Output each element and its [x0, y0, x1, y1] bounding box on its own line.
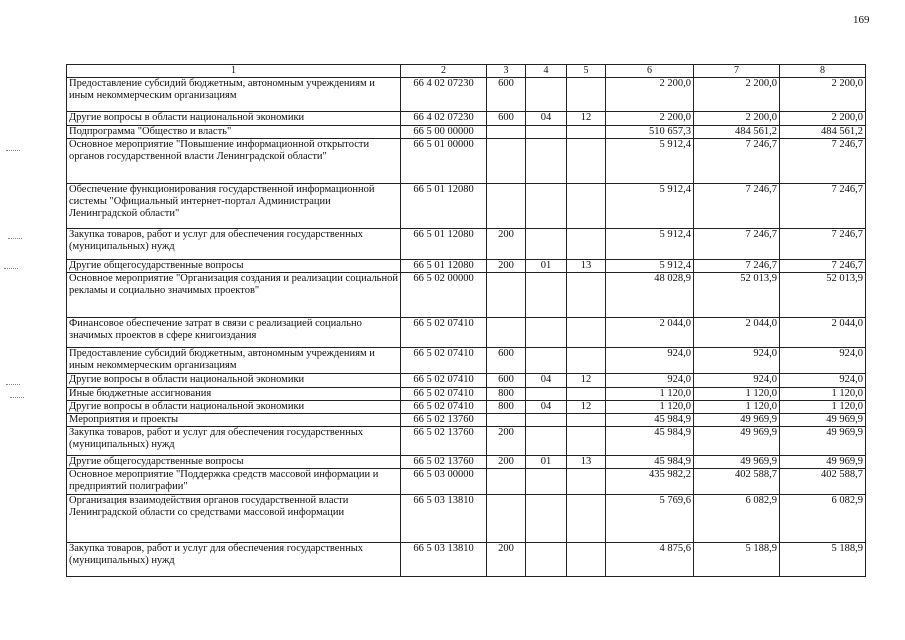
table-cell-amount-1: 924,0 — [606, 374, 694, 388]
table-cell-pr: 12 — [567, 374, 606, 388]
table-cell-amount-1: 924,0 — [606, 348, 694, 374]
table-cell-name: Закупка товаров, работ и услуг для обеспечения государственных (муниципальных) нужд — [67, 229, 401, 260]
table-cell-amount-1: 45 984,9 — [606, 427, 694, 456]
table-cell-code: 66 5 01 00000 — [401, 139, 487, 184]
table-cell-rz — [526, 78, 567, 112]
table-cell-amount-2: 6 082,9 — [694, 495, 780, 543]
table-cell-name: Другие вопросы в области национальной экономики — [67, 112, 401, 126]
table-cell-amount-2: 1 120,0 — [694, 401, 780, 414]
table-cell-amount-1: 1 120,0 — [606, 388, 694, 401]
table-cell-vr — [487, 126, 526, 139]
table-cell-rz — [526, 273, 567, 318]
table-cell-amount-2: 2 200,0 — [694, 78, 780, 112]
table-cell-amount-3: 7 246,7 — [780, 139, 866, 184]
table-cell-code: 66 5 02 07410 — [401, 401, 487, 414]
table-cell-name: Основное мероприятие "Организация создания и реализации социальной рекламы и социально значимых проектов" — [67, 273, 401, 318]
table-cell-vr — [487, 273, 526, 318]
table-cell-code: 66 5 01 12080 — [401, 229, 487, 260]
table-cell-pr — [567, 348, 606, 374]
table-cell-vr — [487, 495, 526, 543]
table-cell-code: 66 5 03 13810 — [401, 495, 487, 543]
budget-table — [66, 64, 866, 577]
table-cell-amount-2: 924,0 — [694, 348, 780, 374]
table-cell-code: 66 5 02 13760 — [401, 456, 487, 469]
column-header: 6 — [606, 65, 694, 78]
table-cell-amount-1: 45 984,9 — [606, 414, 694, 427]
table-cell-rz — [526, 427, 567, 456]
table-row — [67, 401, 866, 414]
table-cell-vr: 200 — [487, 456, 526, 469]
column-header: 2 — [401, 65, 487, 78]
table-cell-code: 66 5 02 07410 — [401, 374, 487, 388]
table-cell-code: 66 5 02 13760 — [401, 427, 487, 456]
table-cell-code: 66 5 02 00000 — [401, 273, 487, 318]
table-cell-amount-3: 7 246,7 — [780, 184, 866, 229]
table-cell-amount-1: 1 120,0 — [606, 401, 694, 414]
table-cell-pr: 12 — [567, 112, 606, 126]
table-cell-amount-1: 2 044,0 — [606, 318, 694, 348]
table-cell-rz — [526, 126, 567, 139]
column-header: 5 — [567, 65, 606, 78]
table-cell-code: 66 5 03 13810 — [401, 543, 487, 577]
table-cell-amount-3: 52 013,9 — [780, 273, 866, 318]
table-cell-amount-2: 49 969,9 — [694, 414, 780, 427]
table-cell-code: 66 5 00 00000 — [401, 126, 487, 139]
table-cell-name: Основное мероприятие "Повышение информационной открытости органов государственной власти Ленинградской области" — [67, 139, 401, 184]
table-cell-pr: 13 — [567, 260, 606, 273]
table-cell-vr: 200 — [487, 260, 526, 273]
table-cell-code: 66 4 02 07230 — [401, 112, 487, 126]
table-cell-name: Закупка товаров, работ и услуг для обеспечения государственных (муниципальных) нужд — [67, 427, 401, 456]
table-cell-amount-1: 5 912,4 — [606, 139, 694, 184]
table-cell-rz: 01 — [526, 456, 567, 469]
table-row — [67, 260, 866, 273]
table-cell-amount-1: 510 657,3 — [606, 126, 694, 139]
table-row — [67, 273, 866, 318]
column-header: 8 — [780, 65, 866, 78]
table-cell-pr — [567, 495, 606, 543]
table-cell-amount-3: 2 044,0 — [780, 318, 866, 348]
table-cell-amount-3: 5 188,9 — [780, 543, 866, 577]
table-cell-name: Основное мероприятие "Поддержка средств массовой информации и предприятий полиграфии" — [67, 469, 401, 495]
page-number: 169 — [853, 14, 870, 26]
table-row — [67, 543, 866, 577]
table-row — [67, 414, 866, 427]
table-row — [67, 374, 866, 388]
table-cell-amount-3: 49 969,9 — [780, 456, 866, 469]
table-cell-amount-3: 402 588,7 — [780, 469, 866, 495]
table-cell-vr: 200 — [487, 427, 526, 456]
table-cell-amount-1: 5 912,4 — [606, 229, 694, 260]
table-row — [67, 139, 866, 184]
table-cell-code: 66 5 02 13760 — [401, 414, 487, 427]
table-cell-amount-1: 5 912,4 — [606, 184, 694, 229]
table-cell-amount-3: 7 246,7 — [780, 260, 866, 273]
table-cell-vr: 200 — [487, 543, 526, 577]
table-cell-name: Финансовое обеспечение затрат в связи с реализацией социально значимых проектов в сфере книгоиздания — [67, 318, 401, 348]
table-row — [67, 184, 866, 229]
table-cell-pr — [567, 229, 606, 260]
table-row — [67, 112, 866, 126]
table-cell-amount-2: 7 246,7 — [694, 184, 780, 229]
table-cell-code: 66 5 02 07410 — [401, 388, 487, 401]
table-cell-rz — [526, 388, 567, 401]
table-cell-code: 66 5 02 07410 — [401, 348, 487, 374]
table-cell-pr — [567, 414, 606, 427]
table-cell-name: Другие вопросы в области национальной экономики — [67, 401, 401, 414]
table-cell-amount-2: 924,0 — [694, 374, 780, 388]
table-cell-code: 66 5 02 07410 — [401, 318, 487, 348]
table-cell-code: 66 5 03 00000 — [401, 469, 487, 495]
table-cell-code: 66 5 01 12080 — [401, 184, 487, 229]
table-cell-amount-2: 5 188,9 — [694, 543, 780, 577]
table-cell-vr: 800 — [487, 401, 526, 414]
table-cell-name: Предоставление субсидий бюджетным, автономным учреждениям и иным некоммерческим организациям — [67, 78, 401, 112]
table-cell-amount-2: 402 588,7 — [694, 469, 780, 495]
table-cell-pr — [567, 427, 606, 456]
table-header-row — [67, 65, 866, 78]
table-cell-rz — [526, 495, 567, 543]
table-cell-amount-3: 924,0 — [780, 348, 866, 374]
table-cell-name: Другие общегосударственные вопросы — [67, 456, 401, 469]
table-cell-amount-3: 1 120,0 — [780, 401, 866, 414]
table-cell-rz: 04 — [526, 401, 567, 414]
table-cell-pr — [567, 273, 606, 318]
table-cell-amount-2: 1 120,0 — [694, 388, 780, 401]
table-cell-amount-3: 7 246,7 — [780, 229, 866, 260]
table-cell-amount-1: 435 982,2 — [606, 469, 694, 495]
table-cell-amount-2: 49 969,9 — [694, 456, 780, 469]
column-header: 4 — [526, 65, 567, 78]
column-header: 7 — [694, 65, 780, 78]
table-cell-rz — [526, 184, 567, 229]
table-cell-rz — [526, 543, 567, 577]
table-row — [67, 427, 866, 456]
margin-scan-marks — [0, 0, 40, 640]
table-cell-amount-2: 2 044,0 — [694, 318, 780, 348]
table-cell-vr: 200 — [487, 229, 526, 260]
table-cell-amount-2: 7 246,7 — [694, 260, 780, 273]
table-cell-name: Организация взаимодействия органов государственной власти Ленинградской области со средствами массовой информации — [67, 495, 401, 543]
table-cell-vr: 800 — [487, 388, 526, 401]
table-cell-amount-2: 2 200,0 — [694, 112, 780, 126]
table-cell-pr — [567, 388, 606, 401]
table-cell-pr — [567, 543, 606, 577]
table-row — [67, 318, 866, 348]
column-header: 3 — [487, 65, 526, 78]
table-cell-amount-1: 2 200,0 — [606, 78, 694, 112]
table-cell-pr — [567, 184, 606, 229]
table-cell-name: Мероприятия и проекты — [67, 414, 401, 427]
table-cell-code: 66 5 01 12080 — [401, 260, 487, 273]
table-cell-pr — [567, 78, 606, 112]
table-body — [67, 78, 866, 577]
table-row — [67, 348, 866, 374]
table-cell-amount-2: 7 246,7 — [694, 229, 780, 260]
table-cell-amount-1: 2 200,0 — [606, 112, 694, 126]
table-cell-amount-3: 2 200,0 — [780, 78, 866, 112]
table-cell-vr — [487, 184, 526, 229]
table-row — [67, 456, 866, 469]
table-cell-rz — [526, 318, 567, 348]
table-cell-amount-3: 6 082,9 — [780, 495, 866, 543]
table-cell-vr — [487, 318, 526, 348]
table-cell-amount-1: 4 875,6 — [606, 543, 694, 577]
table-cell-vr: 600 — [487, 348, 526, 374]
table-row — [67, 78, 866, 112]
table-cell-rz — [526, 348, 567, 374]
table-cell-vr: 600 — [487, 78, 526, 112]
column-header: 1 — [67, 65, 401, 78]
table-cell-vr — [487, 469, 526, 495]
table-cell-name: Закупка товаров, работ и услуг для обеспечения государственных (муниципальных) нужд — [67, 543, 401, 577]
table-row — [67, 229, 866, 260]
table-cell-amount-1: 45 984,9 — [606, 456, 694, 469]
table-cell-name: Иные бюджетные ассигнования — [67, 388, 401, 401]
table-cell-rz — [526, 229, 567, 260]
table-cell-amount-3: 924,0 — [780, 374, 866, 388]
table-cell-pr: 12 — [567, 401, 606, 414]
table-cell-amount-2: 7 246,7 — [694, 139, 780, 184]
table-cell-amount-3: 1 120,0 — [780, 388, 866, 401]
table-cell-rz — [526, 414, 567, 427]
table-cell-rz — [526, 469, 567, 495]
table-cell-name: Другие общегосударственные вопросы — [67, 260, 401, 273]
table-cell-vr: 600 — [487, 112, 526, 126]
table-row — [67, 388, 866, 401]
table-cell-vr — [487, 139, 526, 184]
table-cell-rz: 01 — [526, 260, 567, 273]
table-cell-name: Другие вопросы в области национальной экономики — [67, 374, 401, 388]
table-row — [67, 495, 866, 543]
table-cell-name: Подпрограмма "Общество и власть" — [67, 126, 401, 139]
table-cell-pr — [567, 126, 606, 139]
table-cell-amount-2: 49 969,9 — [694, 427, 780, 456]
table-cell-vr: 600 — [487, 374, 526, 388]
table-cell-amount-3: 484 561,2 — [780, 126, 866, 139]
table-cell-amount-3: 49 969,9 — [780, 414, 866, 427]
table-cell-name: Обеспечение функционирования государственной информационной системы "Официальный интернет-портал Администрации Ленинградской области" — [67, 184, 401, 229]
table-cell-amount-1: 5 769,6 — [606, 495, 694, 543]
table-cell-amount-1: 5 912,4 — [606, 260, 694, 273]
table-cell-code: 66 4 02 07230 — [401, 78, 487, 112]
table-cell-rz: 04 — [526, 112, 567, 126]
table-cell-pr: 13 — [567, 456, 606, 469]
table-cell-vr — [487, 414, 526, 427]
table-cell-name: Предоставление субсидий бюджетным, автономным учреждениям и иным некоммерческим организациям — [67, 348, 401, 374]
table-cell-amount-3: 2 200,0 — [780, 112, 866, 126]
table-cell-rz: 04 — [526, 374, 567, 388]
table-cell-amount-2: 484 561,2 — [694, 126, 780, 139]
table-row — [67, 469, 866, 495]
table-cell-pr — [567, 139, 606, 184]
table-cell-amount-1: 48 028,9 — [606, 273, 694, 318]
table-cell-amount-3: 49 969,9 — [780, 427, 866, 456]
table-row — [67, 126, 866, 139]
table-cell-pr — [567, 469, 606, 495]
table-cell-pr — [567, 318, 606, 348]
table-cell-rz — [526, 139, 567, 184]
table-cell-amount-2: 52 013,9 — [694, 273, 780, 318]
